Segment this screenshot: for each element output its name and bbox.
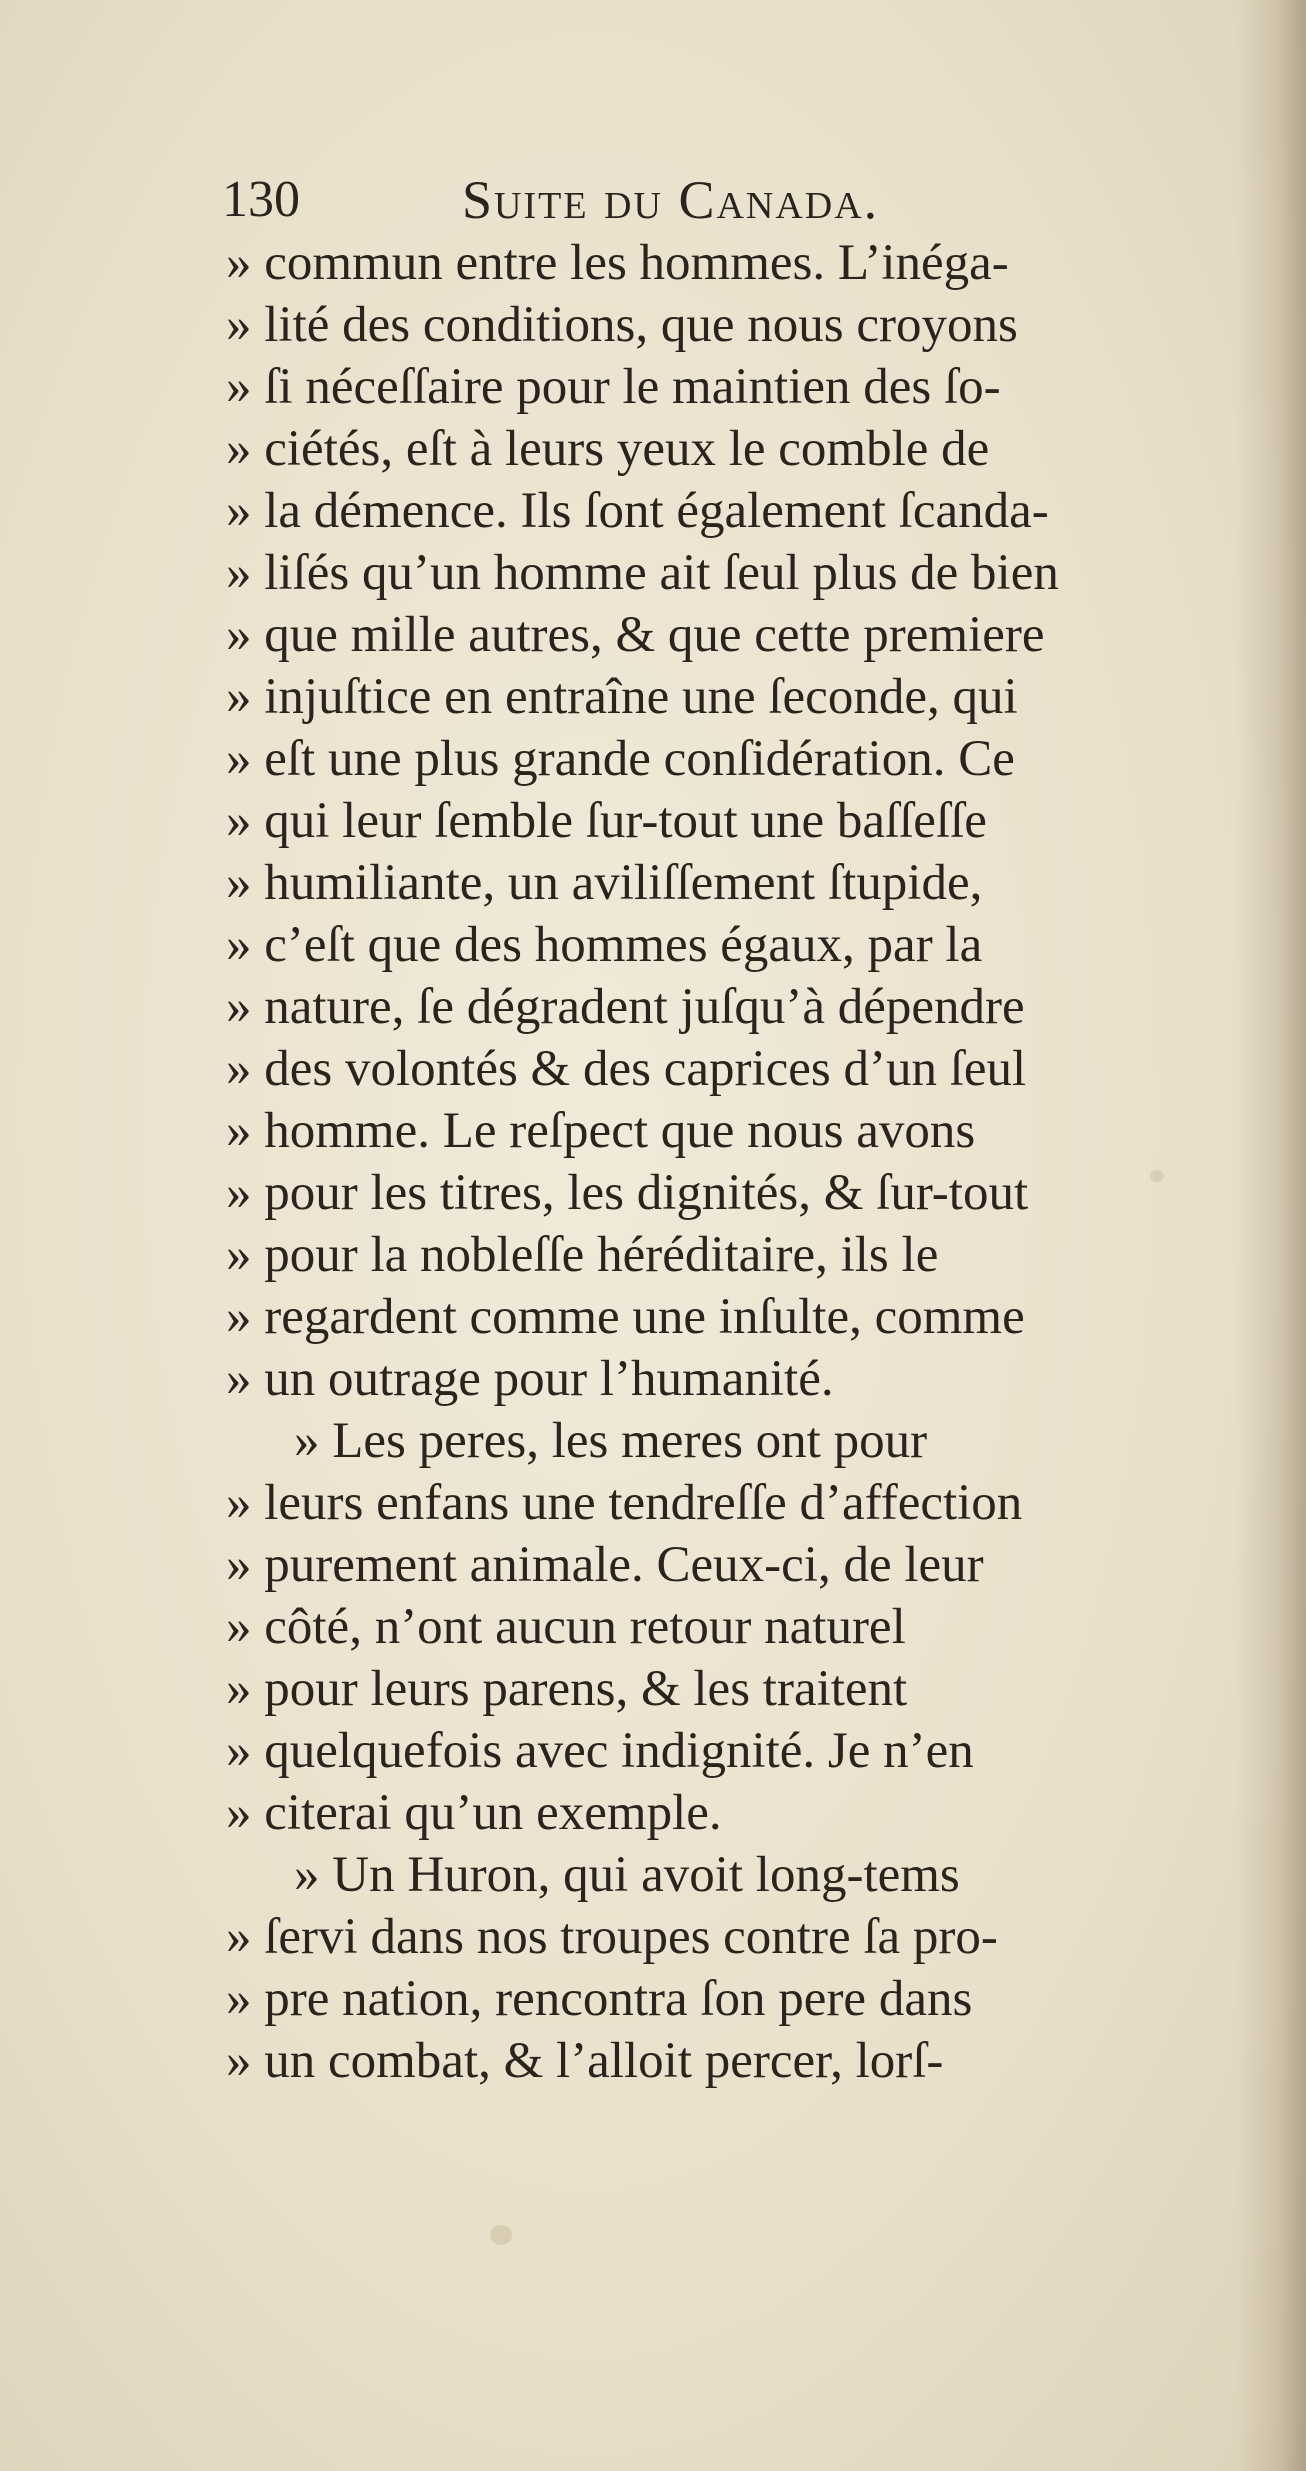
paragraph-first-line: » Un Huron, qui avoit long-tems [294,1847,960,1903]
page-gutter-shadow [1236,0,1306,2471]
text-line: » liſés qu’un homme ait ſeul plus de bien [226,545,1059,601]
text-line: » pour les titres, les dignités, & ſur-tout [226,1165,1029,1221]
text-line: » qui leur ſemble ſur-tout une baſſeſſe [226,793,987,849]
page-header [222,160,1222,240]
text-line: » c’eſt que des hommes égaux, par la [226,917,983,973]
text-line: » la démence. Ils ſont également ſcanda- [226,483,1049,539]
text-line: » un combat, & l’alloit percer, lorſ- [226,2033,944,2089]
text-line: » côté, n’ont aucun retour naturel [226,1599,906,1655]
paper-spot [490,2225,512,2245]
text-line: » nature, ſe dégradent juſqu’à dépendre [226,979,1025,1035]
text-line: » injuſtice en entraîne une ſeconde, qui [226,669,1018,725]
text-line: » eſt une plus grande conſidération. Ce [226,731,1015,787]
text-line: » pour la nobleſſe héréditaire, ils le [226,1227,939,1283]
text-line: » ciétés, eſt à leurs yeux le comble de [226,421,990,477]
text-line: » purement animale. Ceux-ci, de leur [226,1537,984,1593]
text-line: » ſervi dans nos troupes contre ſa pro- [226,1909,998,1965]
text-line: » un outrage pour l’humanité. [226,1351,834,1407]
text-line: » que mille autres, & que cette premiere [226,607,1045,663]
text-line: » pre nation, rencontra ſon pere dans [226,1971,973,2027]
text-line: » lité des conditions, que nous croyons [226,297,1018,353]
text-line: » homme. Le reſpect que nous avons [226,1103,976,1159]
text-line: » commun entre les hommes. L’inéga- [226,235,1009,291]
text-line: » ſi néceſſaire pour le maintien des ſo- [226,359,1001,415]
text-line: » leurs enfans une tendreſſe d’affection [226,1475,1023,1531]
paragraph-first-line: » Les peres, les meres ont pour [294,1413,928,1469]
text-line: » pour leurs parens, & les traitent [226,1661,908,1717]
text-line: » quelquefois avec indignité. Je n’en [226,1723,974,1779]
body-text [226,232,1236,2092]
text-line: » regardent comme une inſulte, comme [226,1289,1025,1345]
text-line: » citerai qu’un exemple. [226,1785,722,1841]
text-line: » humiliante, un aviliſſement ſtupide, [226,855,983,911]
running-head: Suite du Canada. [462,170,880,230]
text-line: » des volontés & des caprices d’un ſeul [226,1041,1027,1097]
page-number: 130 [222,171,300,228]
